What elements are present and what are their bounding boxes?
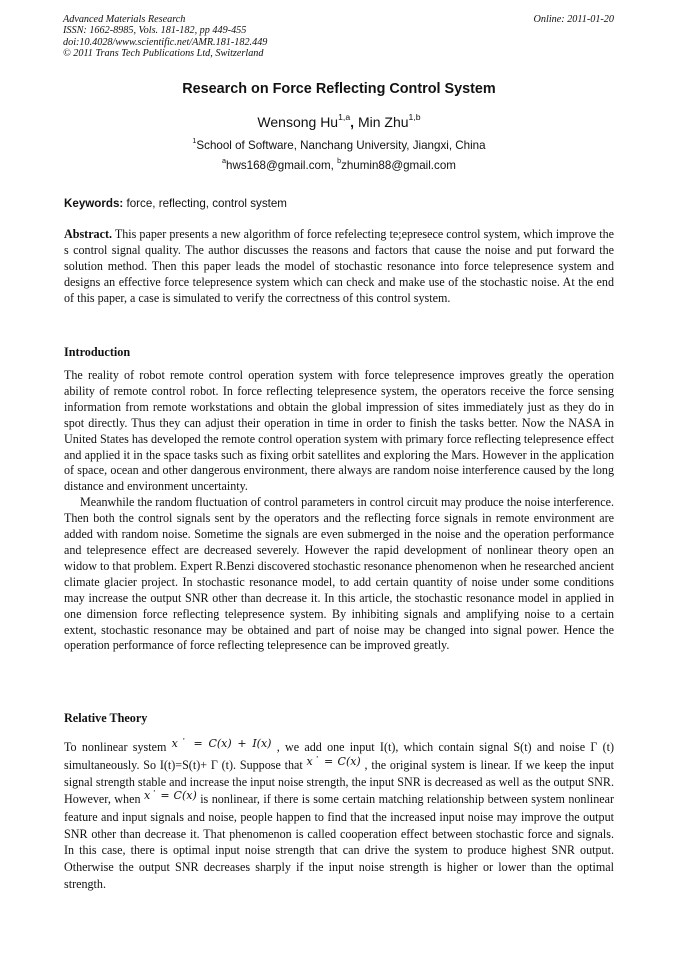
equation-3: x˙ = C(x) (143, 789, 197, 803)
introduction-body (64, 368, 614, 654)
theory-text-1: To nonlinear system (64, 740, 172, 754)
journal-name: Advanced Materials Research (63, 14, 186, 25)
author-separator: , (350, 114, 358, 130)
relative-theory-body (64, 739, 614, 892)
section-heading-relative-theory: Relative Theory (64, 711, 148, 725)
paper-title: Research on Force Reflecting Control System (182, 81, 496, 97)
abstract (64, 227, 614, 307)
section-heading-introduction: Introduction (64, 345, 131, 359)
keywords-label: Keywords: (64, 197, 124, 210)
email-b-sup: b (337, 156, 342, 166)
online-date: Online: 2011-01-20 (533, 14, 614, 25)
author-line (0, 114, 678, 130)
author-1-affil: 1,a (338, 112, 351, 123)
author-2: Min Zhu (357, 114, 409, 130)
email-b[interactable]: zhumin88@gmail.com (341, 159, 456, 172)
journal-issn: ISSN: 1662-8985, Vols. 181-182, pp 449-455 (63, 25, 247, 37)
abstract-label: Abstract. (64, 227, 113, 241)
affiliation-text: School of Software, Nanchang University, Jiangxi, China (196, 139, 486, 152)
theory-text-3: , the original system is linear. If we keep the input signal strength stable and increase the input noise strength, the input SNR is decreased as well as the output SNR. However, when (64, 757, 614, 807)
introduction-paragraph-1: The reality of robot remote control operation system with force telepresence improves greatly the operation ability of remote control robot. In force reflecting telepresence system, the operators receive the force sensing information from remote workstations and obtain the global impression of sites immediately just as they do in spot directly. Thus they can adjust their operation in time in order to finish the tasks better. Now the NASA in United States has developed the remote control operation system with primary force reflecting telepresence effect and applied it in the space tasks such as fixing orbit satellites and exploring the Mars. However in the application of space, ocean and other dangerous environment, there always are random noise interference caused by the long distance and environment uncertainty. (64, 368, 614, 494)
journal-copyright: © 2011 Trans Tech Publications Ltd, Switzerland (63, 48, 264, 60)
journal-doi[interactable]: doi:10.4028/www.scientific.net/AMR.181-182.449 (63, 36, 268, 48)
journal-header (63, 14, 267, 60)
affiliation (0, 136, 678, 152)
equation-2: x˙ = C(x) (306, 754, 361, 768)
keywords (64, 197, 287, 210)
author-2-affil: 1,b (408, 112, 421, 123)
email-a[interactable]: hws168@gmail.com, (226, 159, 338, 172)
equation-1: x˙ = C(x) + I(x) (171, 737, 272, 750)
affiliation-sup: 1 (192, 136, 197, 146)
keywords-text: force, reflecting, control system (123, 197, 287, 210)
abstract-text: This paper presents a new algorithm of force refelecting te;epresece control system, which improve the s control signal quality. The author discusses the reasons and factors that cause the noise and put forward the solution method. Then this paper leads the model of stochastic resonance into force telepresence system and designs an effective force telepresence system which can check and make use of the stochastic noise. At the end of this paper, a case is simulated to verify the correctness of this control system. (64, 227, 614, 305)
introduction-paragraph-2: Meanwhile the random fluctuation of control parameters in control circuit may produce the noise interference. Then both the control signals sent by the operators and the reflecting force signals in remote environment are added with random noise. Sometime the signals are even submerged in the noise and the operation performance and telepresence effect are decreased severely. However the rapid development of nonlinear theory open an widow to that problem. Expert R.Benzi discovered stochastic resonance phenomenon when he researched ancient climate glacier project. In stochastic resonance model, to add certain quantity of noise under some conditions may increase the output SNR other than decrease it. In this article, the stochastic resonance model in applied in one dimension force reflecting telepresence system. By inhibiting signals and amplifying noise to a certain extent, stochastic resonance may be obtained and part of noise may be changed into signal power. Hence the operation performance of force reflecting telepresence can be improved greatly. (64, 495, 614, 653)
email-a-sup: a (222, 156, 227, 166)
author-1: Wensong Hu (257, 114, 339, 130)
author-emails (0, 156, 678, 172)
theory-text-4: is nonlinear, if there is some certain matching relationship between system nonlinear feature and input signals and noise, people happen to find that the increased input noise may improve the output SNR other than decrease it. That phenomenon is called cooperation effect between stochastic force and signals. In this case, there is optimal input noise strength that can drive the system to produce highest SNR output. Otherwise the output SNR decreases sharply if the input noise strength is higher or lower than the optimal strength. (64, 792, 615, 891)
theory-text-2: , we add one input I(t), which contain signal S(t) and noise Γ (t) simultaneously. So I(t)=S(t)+ Γ (t). Suppose that (64, 740, 614, 772)
